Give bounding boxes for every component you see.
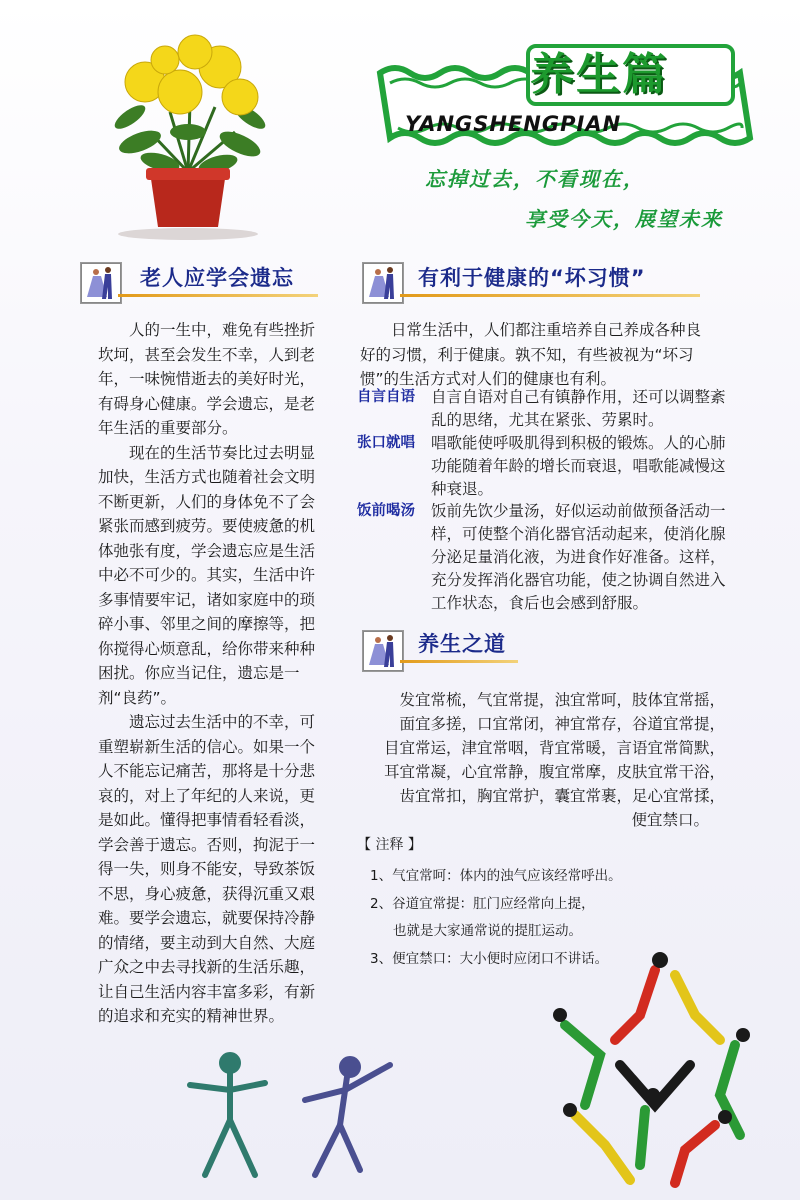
section-underline bbox=[400, 294, 700, 297]
motto-line-2: 享受今天，展望未来 bbox=[525, 207, 723, 231]
dao-line: 便宜禁口。 bbox=[631, 811, 709, 829]
bad-habits-intro-text: 日常生活中，人们都注重培养自己养成各种良好的习惯，利于健康。孰不知，有些被视为“坏习惯”的生活方式对人们的健康也有利。 bbox=[360, 321, 702, 388]
section-title-bad-habits: 有利于健康的“坏习惯” bbox=[418, 266, 646, 290]
dancing-circle-image bbox=[545, 945, 760, 1190]
forget-paragraph-2: 现在的生活节奏比过去明显加快，生活方式也随着社会文明不断更新，人们的身体免不了会紧张而感到疲劳。要使疲惫的机体弛张有度，学会遗忘应是生活中必不可少的。其实，生活中许多事情要牢记，诸如家庭中的琐碎小事、邻里之间的摩擦等，把你搅得心烦意乱，给你带来种种困扰。你应当记住，遗忘是一剂“良药”。 bbox=[98, 443, 316, 707]
bad-habits-intro bbox=[360, 318, 715, 392]
section-title-dao: 养生之道 bbox=[418, 632, 506, 656]
dao-line: 齿宜常扣，胸宜常护，囊宜常裹，足心宜常揉， bbox=[399, 787, 725, 805]
forget-paragraph-3: 遗忘过去生活中的不幸，可重塑崭新生活的信心。如果一个人不能忘记痛苦，那将是十分悲哀的，对上了年纪的人来说，更是如此。懂得把事情看轻看淡，学会善于遗忘。否则，拘泥于一得一失，则身不能安，导致茶饭不思，身心疲惫，获得沉重又艰难。要学会遗忘，就要保持冷静的情绪，要主动到大自然、大庭广众之中去寻找新的生活乐趣，让自己生活内容丰富多彩，有新的追求和充实的精神世界。 bbox=[98, 713, 316, 1025]
note-item: 3、便宜禁口：大小便时应闭口不讲话。 bbox=[370, 951, 609, 967]
forget-paragraph-1: 人的一生中，难免有些挫折坎坷，甚至会发生不幸，人到老年，一味惋惜逝去的美好时光，有碍身心健康。学会遗忘，是老年生活的重要部分。 bbox=[98, 321, 316, 437]
dancing-couple-icon bbox=[80, 262, 122, 304]
dao-line: 发宜常梳，气宜常提，浊宜常呵，肢体宜常摇， bbox=[399, 691, 725, 709]
forget-article bbox=[98, 318, 320, 1029]
motto-line-1: 忘掉过去，不看现在， bbox=[425, 167, 645, 191]
dao-line: 目宜常运，津宜常咽，背宜常暖，言语宜常简默， bbox=[383, 739, 725, 757]
notes-title: 【 注释 】 bbox=[357, 837, 422, 853]
habit-desc: 自言自语对自己有镇静作用，还可以调整紊乱的思绪，尤其在紧张、劳累时。 bbox=[431, 388, 726, 429]
dao-verse bbox=[365, 688, 725, 832]
banner-subtitle: YANGSHENGPIAN bbox=[405, 112, 622, 136]
habit-item bbox=[357, 432, 727, 501]
habit-desc: 饭前先饮少量汤，好似运动前做预备活动一样，可使整个消化器官活动起来，使消化腺分泌足量消化液，为进食作好准备。这样，充分发挥消化器官功能，使之协调自然进入工作状态，食后也会感到舒服。 bbox=[431, 502, 726, 612]
dancing-couple-icon bbox=[362, 262, 404, 304]
flower-pot-image bbox=[100, 22, 275, 242]
habit-term: 饭前喝汤 bbox=[357, 503, 415, 519]
dancing-couple-icon bbox=[362, 630, 404, 672]
note-item: 也就是大家通常说的提肛运动。 bbox=[393, 923, 582, 939]
note-item: 1、气宜常呵：体内的浊气应该经常呼出。 bbox=[370, 868, 622, 884]
habit-term: 自言自语 bbox=[357, 389, 415, 405]
note-item: 2、谷道宜常提：肛门应经常向上提， bbox=[370, 896, 595, 912]
section-underline bbox=[400, 660, 518, 663]
section-title-forget: 老人应学会遗忘 bbox=[140, 266, 294, 290]
dao-line: 耳宜常凝，心宜常静，腹宜常摩，皮肤宜常干浴， bbox=[383, 763, 725, 781]
habit-desc: 唱歌能使呼吸肌得到积极的锻炼。人的心肺功能随着年龄的增长而衰退，唱歌能减慢这种衰退。 bbox=[431, 434, 726, 498]
habit-item bbox=[357, 386, 727, 432]
banner-title: 养生篇 bbox=[530, 49, 668, 100]
habit-item bbox=[357, 500, 727, 615]
habit-term: 张口就唱 bbox=[357, 435, 415, 451]
stick-figures-image bbox=[175, 1045, 415, 1185]
dao-line: 面宜多搓，口宜常闭，神宜常存，谷道宜常提， bbox=[399, 715, 725, 733]
section-underline bbox=[118, 294, 318, 297]
